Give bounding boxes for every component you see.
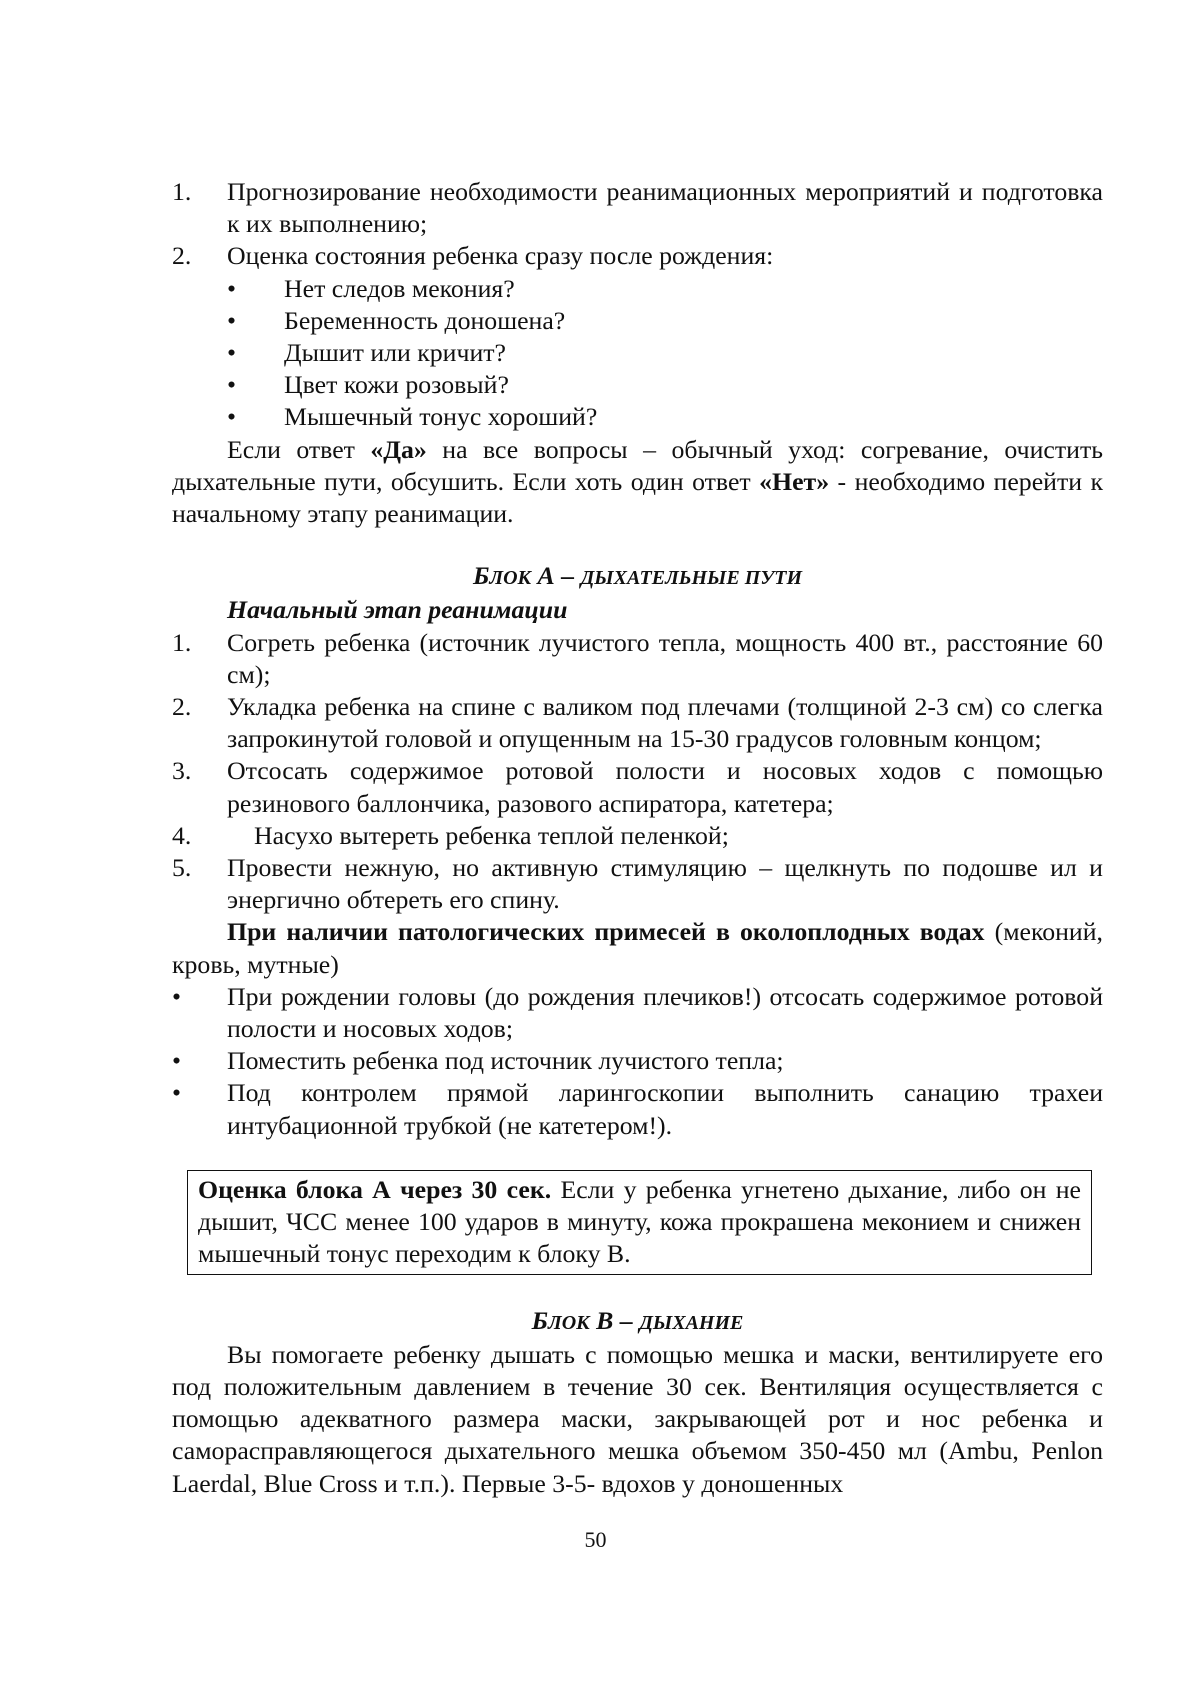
question-text: Мышечный тонус хороший? [284,402,598,432]
question-text: Беременность доношена? [284,305,566,335]
assessment-box: Оценка блока А через 30 сек. Если у ребенка угнетено дыхание, либо он не дышит, ЧСС менее 100 ударов в минуту, кожа прокрашена меконием и снижен мышечный тонус переходим к блоку В. [187,1170,1092,1275]
block-a-heading: БЛОК А – ДЫХАТЕЛЬНЫЕ ПУТИ [472,561,803,591]
list-item: 3. Отсосать содержимое ротовой полости и носовых ходов с помощью резинового баллончика, разового аспиратора, катетера; [172,756,1103,818]
list-item: 5. Провести нежную, но активную стимуляцию – щелкнуть по подошве ил и энергично обтереть его спину. [172,853,1103,915]
bullet-item: • Беременность доношена? [172,305,1103,337]
bullet-item: • Дышит или кричит? [172,337,1103,369]
no-answer: «Нет» [759,466,830,496]
answer-paragraph: Если ответ «Да» на все вопросы – обычный уход: согревание, очистить дыхательные пути, обсушить. Если хоть один ответ «Нет» - необходимо перейти к начальному этапу реанимации. [172,434,1103,529]
page-number: 50 [584,1527,607,1552]
list-item: 2. Укладка ребенка на спине с валиком под плечами (толщиной 2-3 см) со слегка запрокинутой головой и опущенным на 15-30 градусов головным концом; [172,692,1103,754]
bullet-item: • При рождении головы (до рождения плечиков!) отсосать содержимое ротовой полости и носовых ходов; [172,981,1103,1044]
bullet-item: • Цвет кожи розовый? [172,369,1103,401]
list-item: 4. Насухо вытереть ребенка теплой пеленкой; [172,820,729,850]
list-number: 1. [172,177,192,206]
list-item [172,176,1103,240]
yes-answer: «Да» [370,434,427,464]
bullet-item: • Нет следов мекония? [172,273,1103,305]
list-text: Прогнозирование необходимости реанимационных мероприятий и подготовка к их выполнению; [227,177,1103,239]
block-a-subheading: Начальный этап реанимации [227,595,568,625]
question-text: Дышит или кричит? [284,338,506,368]
list-item [172,240,1103,272]
block-b-paragraph: Вы помогаете ребенку дышать с помощью мешка и маски, вентилируете его под положительным давлением в течение 30 сек. Вентиляция осуществляется с помощью адекватного размера маски, закрывающей рот и нос ребенка и саморасправляющегося дыхательного мешка объемом 350-450 мл (Ambu, Penlon Laerdal, Blue Cross и т.п.). Первые 3-5- вдохов у доношенных [172,1339,1103,1498]
list-text: Оценка состояния ребенка сразу после рождения: [227,241,774,271]
page-content [172,176,1103,1500]
bullet-item: • Мышечный тонус хороший? [172,401,1103,433]
block-b-heading: БЛОК В – ДЫХАНИЕ [531,1305,744,1335]
list-item: 1. Согреть ребенка (источник лучистого тепла, мощность 400 вт., расстояние 60 см); [172,627,1103,689]
question-text: Цвет кожи розовый? [284,370,509,400]
bullet-item: • Поместить ребенка под источник лучистого тепла; [172,1046,784,1076]
bullet-item: • Под контролем прямой ларингоскопии выполнить санацию трахеи интубационной трубкой (не катетером!). [172,1078,1103,1140]
pathology-paragraph: При наличии патологических примесей в околоплодных водах (меконий, кровь, мутные) [172,917,1103,979]
list-number: 2. [172,241,192,271]
question-text: Нет следов мекония? [284,273,515,303]
